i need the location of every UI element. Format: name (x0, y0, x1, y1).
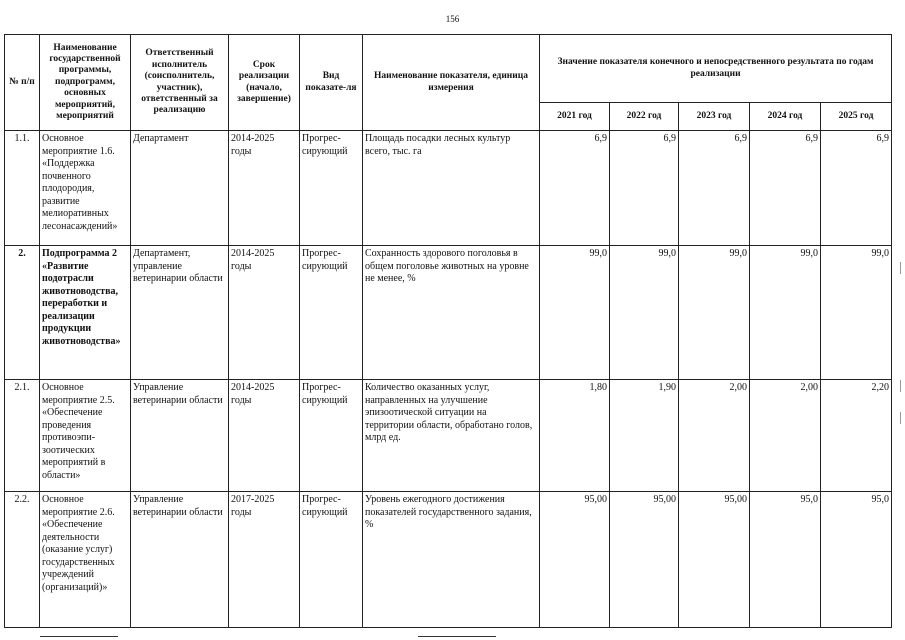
row-value-2023: 99,0 (679, 246, 750, 380)
table-row (5, 246, 892, 380)
row-value-2021: 95,00 (540, 492, 610, 628)
row-num: 2.1. (5, 380, 40, 492)
header-indicator: Наименование показателя, единица измерения (363, 35, 540, 131)
row-value-2025: 95,0 (821, 492, 892, 628)
row-num: 2. (5, 246, 40, 380)
row-term: 2014-2025 годы (229, 131, 300, 246)
row-name: Подпрограмма 2 «Развитие подотрасли животноводства, переработки и реализации продукции животноводства» (40, 246, 131, 380)
indicators-table (4, 34, 892, 628)
row-value-2025: 2,20 (821, 380, 892, 492)
row-value-2022: 95,00 (610, 492, 679, 628)
row-value-2024: 6,9 (750, 131, 821, 246)
row-value-2021: 1,80 (540, 380, 610, 492)
row-indicator: Количество оказанных услуг, направленных на улучшение эпизоотической ситуации на территории области, обработано голов, млрд ед. (363, 380, 540, 492)
header-term: Срок реализации (начало, завершение) (229, 35, 300, 131)
row-name: Основное мероприятие 2.6. «Обеспечение деятельности (оказание услуг) государственных учреждений (организаций)» (40, 492, 131, 628)
row-executor: Департамент, управление ветеринарии области (131, 246, 229, 380)
header-year-2022: 2022 год (610, 103, 679, 131)
row-indicator: Площадь посадки лесных культур всего, тыс. га (363, 131, 540, 246)
scan-edge-mark (900, 262, 901, 274)
row-type: Прогрес-сирующий (300, 246, 363, 380)
row-type: Прогрес-сирующий (300, 131, 363, 246)
row-value-2022: 99,0 (610, 246, 679, 380)
row-term: 2014-2025 годы (229, 246, 300, 380)
table-row (5, 492, 892, 628)
row-value-2021: 6,9 (540, 131, 610, 246)
row-value-2024: 99,0 (750, 246, 821, 380)
header-name: Наименование государственной программы, подпрограмм, основных мероприятий, мероприятий (40, 35, 131, 131)
row-value-2022: 6,9 (610, 131, 679, 246)
page-number: 156 (445, 14, 460, 24)
row-value-2025: 6,9 (821, 131, 892, 246)
header-year-2023: 2023 год (679, 103, 750, 131)
row-type: Прогрес-сирующий (300, 380, 363, 492)
row-value-2024: 2,00 (750, 380, 821, 492)
header-num: № п/п (5, 35, 40, 131)
row-value-2024: 95,0 (750, 492, 821, 628)
row-indicator: Сохранность здорового поголовья в общем поголовье животных на уровне не менее, % (363, 246, 540, 380)
table-row (5, 380, 892, 492)
footer-rule (40, 636, 118, 637)
row-num: 2.2. (5, 492, 40, 628)
row-value-2022: 1,90 (610, 380, 679, 492)
row-name: Основное мероприятие 2.5. «Обеспечение проведения противоэпи-зоотических мероприятий в области» (40, 380, 131, 492)
footer-rule (418, 636, 496, 637)
row-executor: Управление ветеринарии области (131, 380, 229, 492)
row-indicator: Уровень ежегодного достижения показателей государственного задания, % (363, 492, 540, 628)
row-value-2021: 99,0 (540, 246, 610, 380)
header-values-group: Значение показателя конечного и непосредственного результата по годам реализации (540, 35, 892, 103)
row-executor: Управление ветеринарии области (131, 492, 229, 628)
header-year-2025: 2025 год (821, 103, 892, 131)
row-executor: Департамент (131, 131, 229, 246)
row-value-2023: 6,9 (679, 131, 750, 246)
row-name: Основное мероприятие 1.6. «Поддержка почвенного плодородия, развитие мелиоративных лесонасаждений» (40, 131, 131, 246)
row-type: Прогрес-сирующий (300, 492, 363, 628)
header-type: Вид показате-ля (300, 35, 363, 131)
row-term: 2014-2025 годы (229, 380, 300, 492)
header-row (5, 35, 892, 103)
row-value-2023: 2,00 (679, 380, 750, 492)
header-year-2024: 2024 год (750, 103, 821, 131)
row-value-2023: 95,00 (679, 492, 750, 628)
header-executor: Ответственный исполнитель (соисполнитель, участник), ответственный за реализацию (131, 35, 229, 131)
scan-edge-mark (900, 412, 901, 424)
table-row (5, 131, 892, 246)
row-term: 2017-2025 годы (229, 492, 300, 628)
row-value-2025: 99,0 (821, 246, 892, 380)
scan-edge-mark (900, 380, 901, 392)
row-num: 1.1. (5, 131, 40, 246)
header-year-2021: 2021 год (540, 103, 610, 131)
